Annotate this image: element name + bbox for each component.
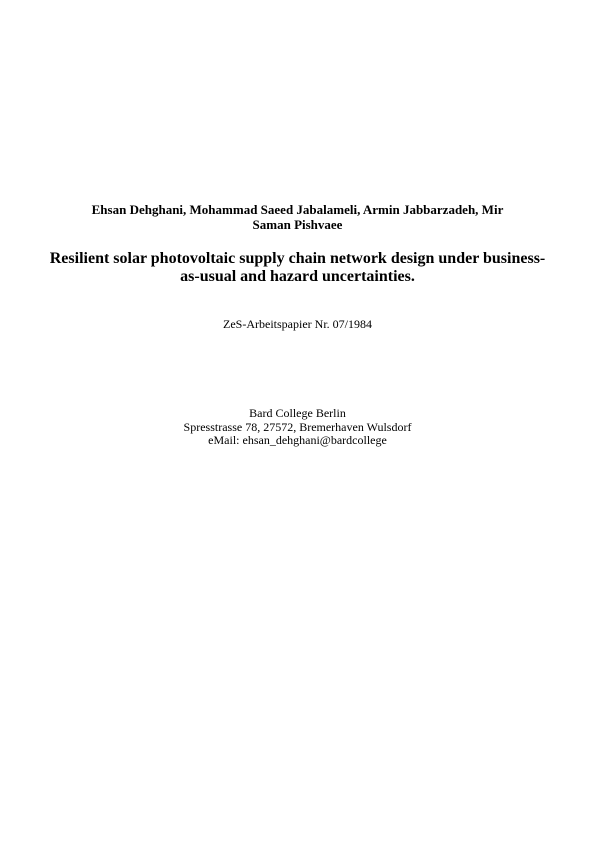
working-paper-number: ZeS-Arbeitspapier Nr. 07/1984 [223,317,372,331]
title-line: Resilient solar photovoltaic supply chain network design under business- [49,250,546,267]
contact-address [0,407,595,448]
institution-name: Bard College Berlin [249,406,346,420]
email-address: eMail: ehsan_dehghani@bardcollege [208,433,387,447]
paper-title [0,250,595,286]
author-line: Saman Pishvaee [252,217,343,232]
author-list [0,202,595,232]
title-line: as-usual and hazard uncertainties. [180,268,415,285]
street-address: Spresstrasse 78, 27572, Bremerhaven Wulsdorf [183,419,412,434]
author-line: Ehsan Dehghani, Mohammad Saeed Jabalameli, Armin Jabbarzadeh, Mir [91,202,504,217]
